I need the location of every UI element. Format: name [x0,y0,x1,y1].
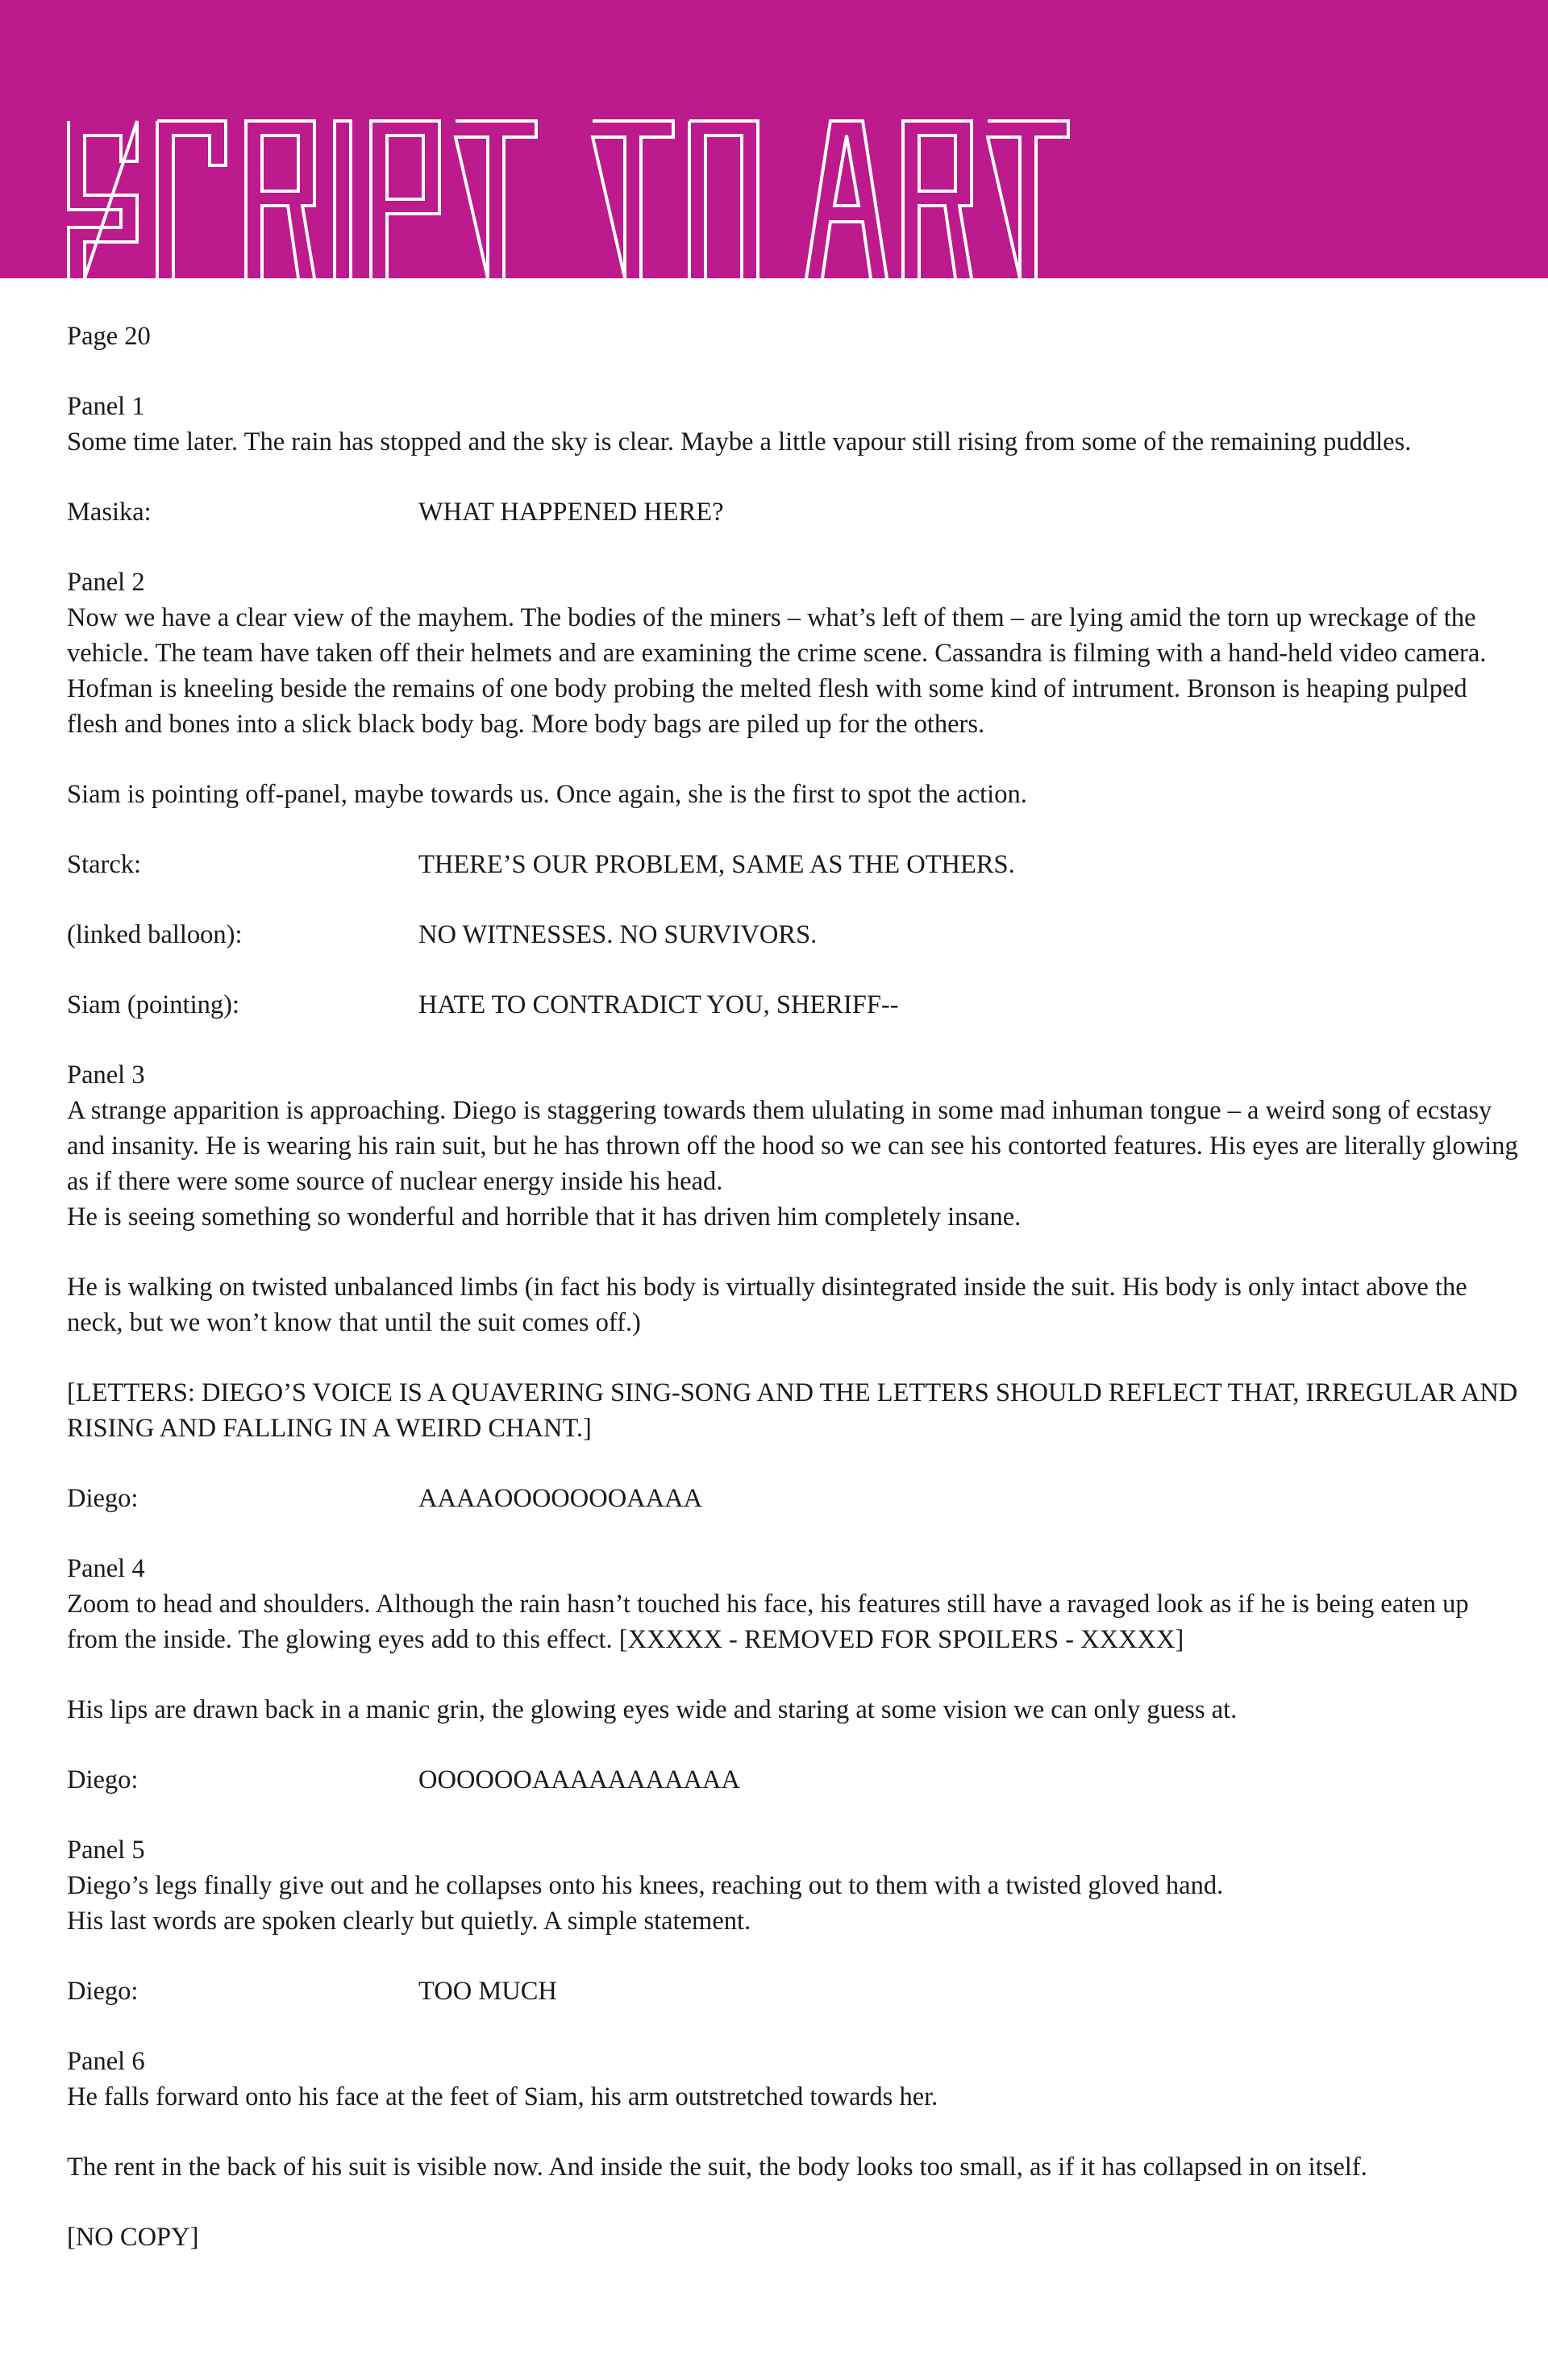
panel-description: Diego’s legs finally give out and he collapses onto his knees, reaching out to them with a twisted gloved hand. [67,1871,1224,1900]
panel-description: A strange apparition is approaching. Diego is staggering towards them ululating in some mad inhuman tongue – a weird song of ecstasy and insanity. He is wearing his rain suit, but he has thrown off the hood so we can see his contorted features. His eyes are literally glowing as if there were some source of nuclear energy inside his head. [67,1096,1518,1196]
panel-description: Some time later. The rain has stopped and the sky is clear. Maybe a little vapour still rising from some of the remaining puddles. [67,427,1412,456]
panel-label: Panel 3 [67,1061,145,1090]
speaker: Diego: [67,1484,139,1513]
dialogue-text: WHAT HAPPENED HERE? [418,498,724,527]
panel-label: Panel 4 [67,1554,145,1583]
dialogue-line [67,1762,1518,1798]
dialogue-line [67,494,1518,530]
dialogue-line [67,1974,1518,2009]
panel-5 [67,1832,1518,1939]
panel-2 [67,565,1518,742]
panel-6 [67,2044,1518,2115]
no-copy-note: [NO COPY] [67,2223,199,2252]
header-banner [0,0,1548,278]
panel-3 [67,1057,1518,1235]
speaker: Siam (pointing): [67,990,239,1019]
panel-label: Panel 6 [67,2047,145,2076]
dialogue-text: NO WITNESSES. NO SURVIVORS. [418,920,818,949]
dialogue-text: AAAAOOOOOOOAAAA [418,1484,703,1513]
panel-note: Siam is pointing off-panel, maybe towards us. Once again, she is the first to spot the action. [67,780,1027,809]
script-to-art-title [0,0,1548,278]
speaker: (linked balloon): [67,920,243,949]
letters-note: [LETTERS: DIEGO’S VOICE IS A QUAVERING SING-SONG AND THE LETTERS SHOULD REFLECT THAT, IRREGULAR AND RISING AND FALLING IN A WEIRD CHANT.] [67,1378,1518,1443]
panel-description: Now we have a clear view of the mayhem. The bodies of the miners – what’s left of them – are lying amid the torn up wreckage of the vehicle. The team have taken off their helmets and are examining the crime scene. Cassandra is filming with a hand-held video camera. Hofman is kneeling beside the remains of one body probing the melted flesh with some kind of intrument. Bronson is heaping pulped flesh and bones into a slick black body bag. More body bags are piled up for the others. [67,603,1487,739]
dialogue-text: THERE’S OUR PROBLEM, SAME AS THE OTHERS. [418,850,1015,879]
panel-note: His lips are drawn back in a manic grin, the glowing eyes wide and staring at some vision we can only guess at. [67,1695,1238,1724]
panel-label: Panel 5 [67,1836,145,1865]
panel-note: The rent in the back of his suit is visible now. And inside the suit, the body looks too small, as if it has collapsed in on itself. [67,2153,1367,2182]
dialogue-line [67,847,1518,882]
panel-note: He is walking on twisted unbalanced limbs (in fact his body is virtually disintegrated inside the suit. His body is only intact above the neck, but we won’t know that until the suit comes off.) [67,1273,1467,1337]
dialogue-text: HATE TO CONTRADICT YOU, SHERIFF-- [418,990,899,1019]
panel-description: He falls forward onto his face at the feet of Siam, his arm outstretched towards her. [67,2082,938,2111]
panel-1 [67,389,1518,460]
dialogue-text: OOOOOOAAAAAAAAAAA [418,1765,740,1794]
panel-label: Panel 2 [67,568,145,597]
speaker: Diego: [67,1977,139,2006]
dialogue-line [67,1481,1518,1516]
dialogue-line [67,917,1518,952]
page-label: Page 20 [67,322,151,351]
speaker: Starck: [67,850,142,879]
dialogue-text: TOO MUCH [418,1977,557,2006]
panel-label: Panel 1 [67,392,145,421]
panel-description: His last words are spoken clearly but quietly. A simple statement. [67,1907,751,1936]
dialogue-line [67,987,1518,1023]
script-body [67,319,1518,2290]
panel-description: He is seeing something so wonderful and horrible that it has driven him completely insane. [67,1203,1022,1232]
panel-description: Zoom to head and shoulders. Although the rain hasn’t touched his face, his features still have a ravaged look as if he is being eaten up from the inside. The glowing eyes add to this effect. [XXXXX - REMOVED FOR SPOILERS - XXXXX] [67,1590,1469,1654]
speaker: Masika: [67,498,152,527]
panel-4 [67,1551,1518,1657]
speaker: Diego: [67,1765,139,1794]
